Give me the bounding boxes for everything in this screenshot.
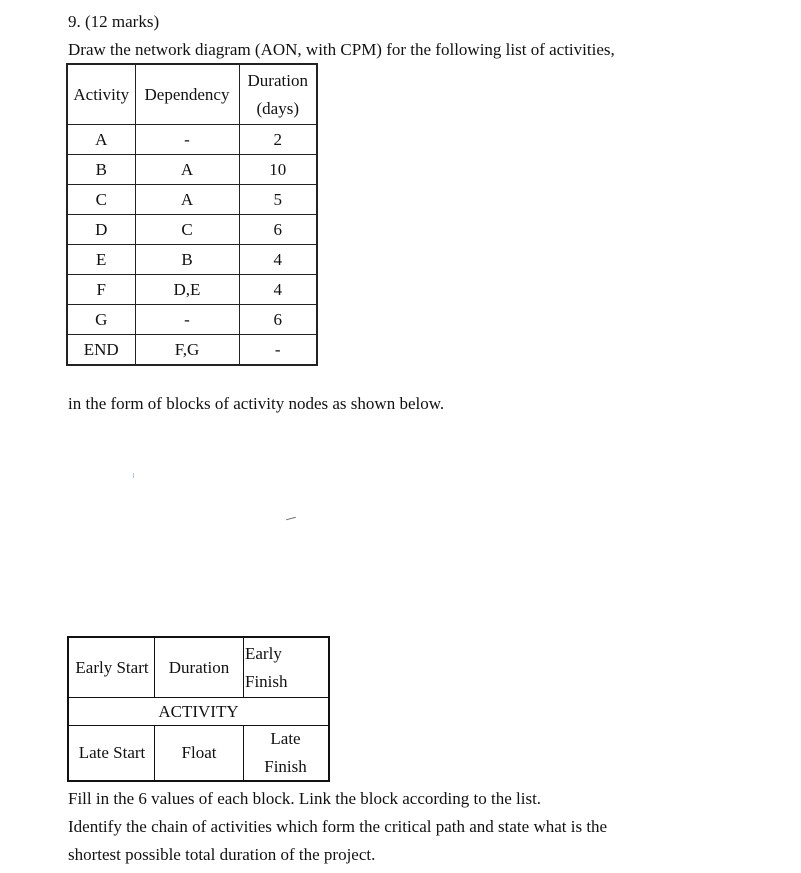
cell-activity: A <box>67 125 135 155</box>
table-row <box>67 245 317 275</box>
table-row <box>67 215 317 245</box>
block-divider <box>243 726 244 780</box>
cell-duration: 6 <box>239 305 317 335</box>
header-dependency: Dependency <box>135 64 239 125</box>
cell-dependency: B <box>135 245 239 275</box>
cell-activity: C <box>67 185 135 215</box>
instruction-fill: Fill in the 6 values of each block. Link the block according to the list. <box>68 789 542 808</box>
block-late-finish-line1: Late <box>270 729 301 748</box>
scan-speck <box>133 473 134 478</box>
activity-node-block <box>67 636 330 782</box>
block-late-finish <box>243 726 328 780</box>
cell-activity: B <box>67 155 135 185</box>
cell-duration: 4 <box>239 245 317 275</box>
table-header-row <box>67 64 317 125</box>
cell-duration: 2 <box>239 125 317 155</box>
block-late-start: Late Start <box>78 743 146 762</box>
block-late-finish-line2: Finish <box>264 757 307 776</box>
table-row <box>67 335 317 366</box>
cell-duration: 4 <box>239 275 317 305</box>
instruction-critical-path: Identify the chain of activities which form the critical path and state what is the <box>68 817 608 836</box>
cell-dependency: - <box>135 305 239 335</box>
cell-duration: 10 <box>239 155 317 185</box>
block-duration: Duration <box>168 658 230 677</box>
block-early-finish-line1: Early <box>245 644 282 663</box>
block-divider <box>154 638 155 697</box>
cell-activity: G <box>67 305 135 335</box>
scan-speck <box>286 517 296 520</box>
question-intro: Draw the network diagram (AON, with CPM) for the following list of activities, <box>68 40 615 59</box>
block-divider <box>69 697 328 698</box>
cell-dependency: D,E <box>135 275 239 305</box>
block-activity: ACTIVITY <box>158 702 239 721</box>
table-row <box>67 155 317 185</box>
cell-activity: END <box>67 335 135 366</box>
cell-dependency: F,G <box>135 335 239 366</box>
table-row <box>67 185 317 215</box>
table-row <box>67 125 317 155</box>
cell-dependency: - <box>135 125 239 155</box>
block-early-finish-line2: Finish <box>245 672 288 691</box>
block-divider <box>243 638 244 697</box>
cell-duration: - <box>239 335 317 366</box>
cell-dependency: C <box>135 215 239 245</box>
header-activity: Activity <box>67 64 135 125</box>
table-row <box>67 275 317 305</box>
cell-dependency: A <box>135 185 239 215</box>
block-early-start: Early Start <box>75 658 149 677</box>
question-heading: 9. (12 marks) <box>68 12 160 31</box>
header-duration-line2: (days) <box>256 98 299 118</box>
cell-activity: F <box>67 275 135 305</box>
header-duration <box>239 64 317 125</box>
block-divider <box>69 725 328 726</box>
block-early-finish <box>243 638 328 698</box>
block-float: Float <box>181 743 217 762</box>
instruction-duration: shortest possible total duration of the project. <box>68 845 376 864</box>
header-duration-line1: Duration <box>247 70 308 90</box>
cell-duration: 5 <box>239 185 317 215</box>
activity-table <box>66 63 318 366</box>
cell-activity: E <box>67 245 135 275</box>
table-row <box>67 305 317 335</box>
block-divider <box>154 726 155 780</box>
form-instruction: in the form of blocks of activity nodes as shown below. <box>68 394 445 413</box>
cell-dependency: A <box>135 155 239 185</box>
cell-duration: 6 <box>239 215 317 245</box>
cell-activity: D <box>67 215 135 245</box>
